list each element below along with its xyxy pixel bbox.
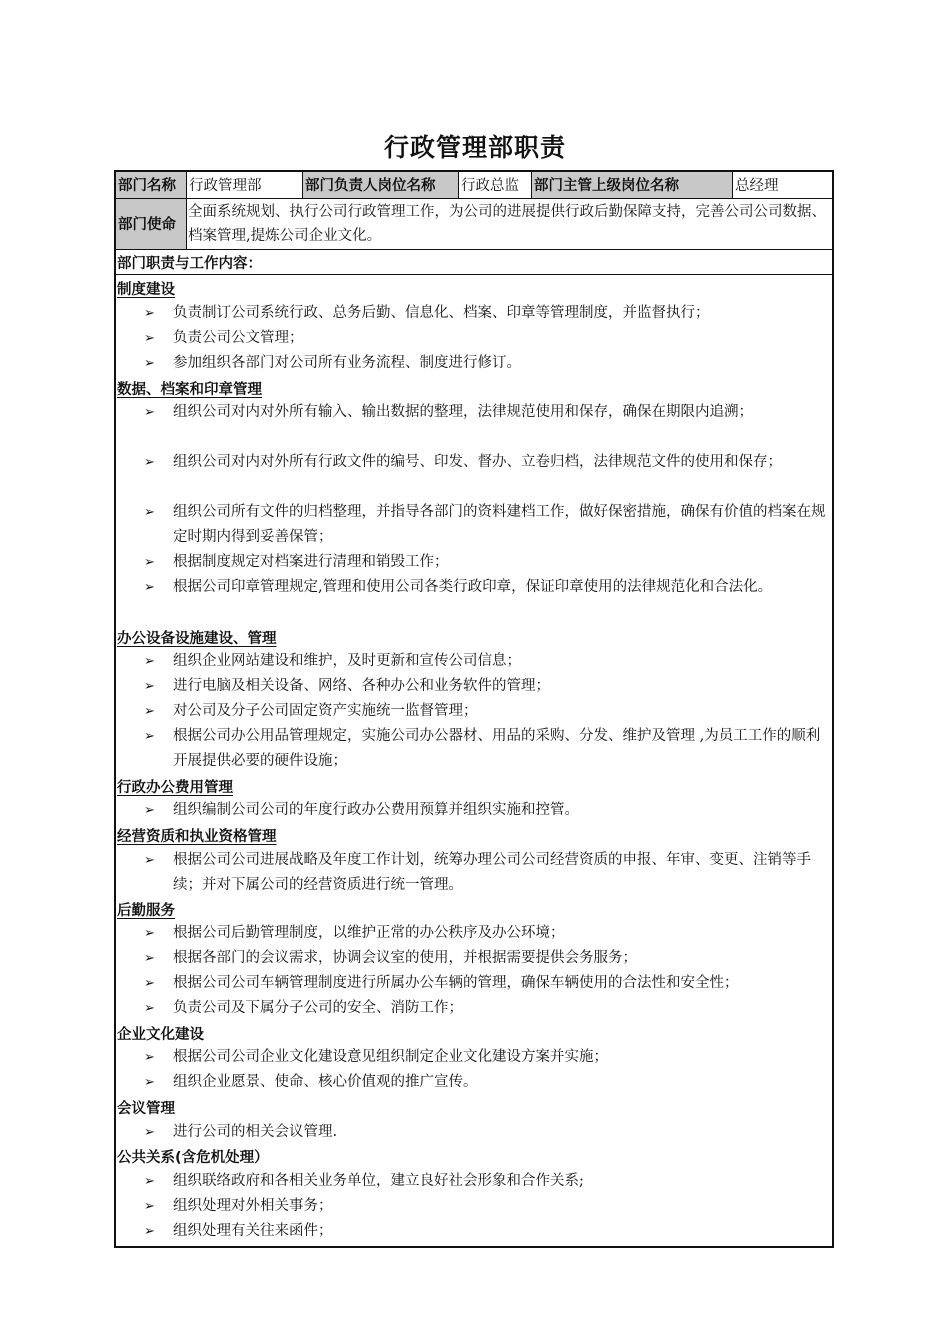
dept-name-label-cell xyxy=(116,172,187,198)
list-item-text: 参加组织各部门对公司所有业务流程、制度进行修订。 xyxy=(173,355,521,371)
list-item-text: 对公司及分子公司固定资产实施统一监督管理； xyxy=(173,703,478,719)
list-item-text: 组织公司对内对外所有输入、输出数据的整理，法律规范使用和保存，确保在期限内追溯； xyxy=(173,404,753,420)
list-item-text: 进行公司的相关会议管理. xyxy=(173,1124,338,1140)
list-item-text: 根据公司办公用品管理规定，实施公司办公器材、用品的采购、分发、维护及管理 ,为员工工作的顺利开展提供必要的硬件设施； xyxy=(173,728,821,769)
list-item-text: 进行电脑及相关设备、网络、各种办公和业务软件的管理； xyxy=(173,678,550,694)
section-title: 数据、档案和印章管理 xyxy=(117,382,262,398)
section-title: 经营资质和执业资格管理 xyxy=(117,829,277,845)
list-item-text: 根据制度规定对档案进行清理和销毁工作； xyxy=(173,554,449,570)
arrow-bullet-icon: ➢ xyxy=(144,306,155,321)
list-item-text: 负责公司公文管理； xyxy=(173,330,304,346)
list-item-text: 组织联络政府和各相关业务单位，建立良好社会形象和合作关系; xyxy=(173,1173,584,1189)
mission-text: 全面系统规划、执行公司行政管理工作，为公司的进展提供行政后勤保障支持，完善公司公司数据、档案管理,提炼公司企业文化。 xyxy=(188,204,826,244)
section-title: 会议管理 xyxy=(117,1101,175,1117)
arrow-bullet-icon: ➢ xyxy=(144,1199,155,1214)
arrow-bullet-icon: ➢ xyxy=(144,505,155,520)
arrow-bullet-icon: ➢ xyxy=(144,853,155,868)
list-item-text: 组织公司对内对外所有行政文件的编号、印发、督办、立卷归档，法律规范文件的使用和保存； xyxy=(173,454,782,470)
head-post-label: 部门负责人岗位名称 xyxy=(305,178,436,194)
superior-post-label-cell xyxy=(532,172,733,198)
list-item-text: 根据各部门的会议需求，协调会议室的使用，并根据需要提供会务服务； xyxy=(173,950,637,966)
head-post-label-cell xyxy=(303,172,459,198)
section-title: 公共关系(含危机处理） xyxy=(117,1150,269,1166)
superior-post-value-cell xyxy=(733,172,832,198)
list-item-text: 根据公司公司进展战略及年度工作计划，统筹办理公司公司经营资质的申报、年审、变更、注销等手续；并对下属公司的经营资质进行统一管理。 xyxy=(173,852,811,893)
list-item-text: 负责公司及下属分子公司的安全、消防工作； xyxy=(173,1000,463,1016)
superior-post-label: 部门主管上级岗位名称 xyxy=(534,178,679,194)
section-title: 办公设备设施建设、管理 xyxy=(117,631,277,647)
arrow-bullet-icon: ➢ xyxy=(144,1075,155,1090)
section-title: 行政办公费用管理 xyxy=(117,780,233,796)
arrow-bullet-icon: ➢ xyxy=(144,580,155,595)
duty-table xyxy=(114,170,834,1248)
section-title: 企业文化建设 xyxy=(117,1027,204,1043)
arrow-bullet-icon: ➢ xyxy=(144,405,155,420)
list-item-text: 负责制订公司系统行政、总务后勤、信息化、档案、印章等管理制度，并监督执行； xyxy=(173,305,710,321)
arrow-bullet-icon: ➢ xyxy=(144,1224,155,1239)
superior-post-value: 总经理 xyxy=(735,178,779,194)
arrow-bullet-icon: ➢ xyxy=(144,976,155,991)
arrow-bullet-icon: ➢ xyxy=(144,1174,155,1189)
arrow-bullet-icon: ➢ xyxy=(144,679,155,694)
duties-heading-row xyxy=(116,250,832,275)
arrow-bullet-icon: ➢ xyxy=(144,729,155,744)
mission-label: 部门使命 xyxy=(118,217,176,233)
arrow-bullet-icon: ➢ xyxy=(144,1125,155,1140)
head-post-value-cell xyxy=(459,172,532,198)
arrow-bullet-icon: ➢ xyxy=(144,803,155,818)
arrow-bullet-icon: ➢ xyxy=(144,331,155,346)
list-item-text: 根据公司公司车辆管理制度进行所属办公车辆的管理，确保车辆使用的合法性和安全性； xyxy=(173,975,739,991)
arrow-bullet-icon: ➢ xyxy=(144,1050,155,1065)
list-item-text: 组织编制公司公司的年度行政办公费用预算并组织实施和控管。 xyxy=(173,802,579,818)
arrow-bullet-icon: ➢ xyxy=(144,654,155,669)
arrow-bullet-icon: ➢ xyxy=(144,356,155,371)
list-item-text: 根据公司公司企业文化建设意见组织制定企业文化建设方案并实施； xyxy=(173,1049,608,1065)
mission-label-cell xyxy=(116,199,187,249)
mission-row xyxy=(116,199,832,250)
arrow-bullet-icon: ➢ xyxy=(144,704,155,719)
list-item-text: 组织企业网站建设和维护，及时更新和宣传公司信息； xyxy=(173,653,521,669)
list-item-text: 根据公司印章管理规定,管理和使用公司各类行政印章，保证印章使用的法律规范化和合法化。 xyxy=(173,579,773,595)
list-item-text: 组织处理对外相关事务； xyxy=(173,1198,333,1214)
arrow-bullet-icon: ➢ xyxy=(144,951,155,966)
arrow-bullet-icon: ➢ xyxy=(144,455,155,470)
arrow-bullet-icon: ➢ xyxy=(144,1001,155,1016)
section-title: 制度建设 xyxy=(117,282,175,298)
duties-heading: 部门职责与工作内容： xyxy=(117,256,262,272)
head-post-value: 行政总监 xyxy=(461,178,519,194)
list-item-text: 组织企业愿景、使命、核心价值观的推广宣传。 xyxy=(173,1074,478,1090)
page-title: 行政管理部职责 xyxy=(383,133,566,162)
arrow-bullet-icon: ➢ xyxy=(144,555,155,570)
list-item-text: 组织公司所有文件的归档整理，并指导各部门的资料建档工作，做好保密措施，确保有价值的档案在规定时期内得到妥善保管； xyxy=(173,504,826,545)
arrow-bullet-icon: ➢ xyxy=(144,926,155,941)
dept-name-value-cell xyxy=(187,172,303,198)
section-title: 后勤服务 xyxy=(117,903,175,919)
list-item-text: 根据公司后勤管理制度，以维护正常的办公秩序及办公环境； xyxy=(173,925,565,941)
header-row xyxy=(116,172,832,199)
dept-name-value: 行政管理部 xyxy=(189,178,262,194)
list-item-text: 组织处理有关往来函件； xyxy=(173,1223,333,1239)
dept-name-label: 部门名称 xyxy=(118,178,176,194)
